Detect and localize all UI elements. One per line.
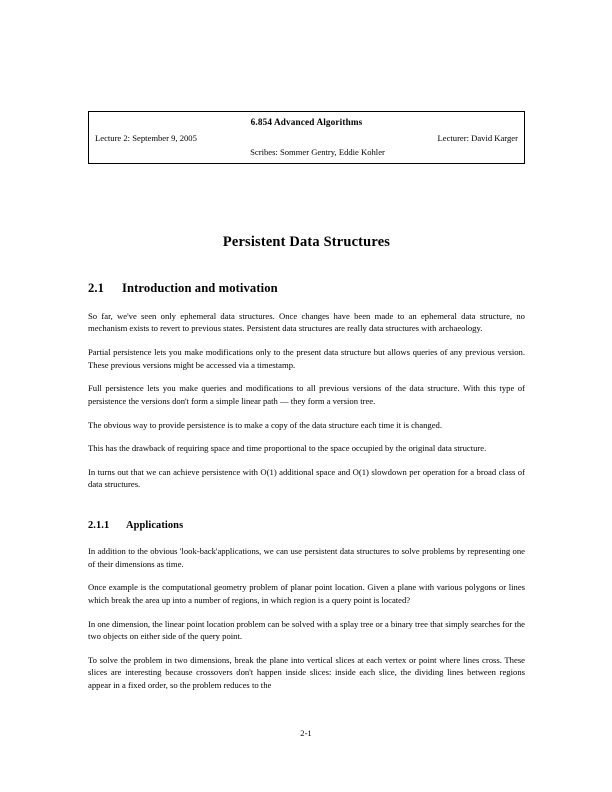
paragraph: To solve the problem in two dimensions, break the plane into vertical slices at each vertex or point where lines cross. These slices are interesting because crossovers don't happen inside slices: inside each slice, the dividing lines between regions appear in a fixed order, so the problem reduces to the	[88, 654, 525, 691]
paragraph: In one dimension, the linear point location problem can be solved with a splay tree or a binary tree that simply searches for the two objects on either side of the query point.	[88, 618, 525, 642]
subsection-number: 2.1.1	[88, 520, 110, 532]
section-title: Introduction and motivation	[122, 280, 278, 295]
section-number: 2.1	[88, 280, 105, 295]
paragraph: Full persistence lets you make queries and modifications to all previous versions of the data structure. With this type of persistence the versions don't form a simple linear path — they form a version tree.	[88, 383, 525, 406]
paragraph: The obvious way to provide persistence is to make a copy of the data structure each time it is changed.	[88, 419, 442, 430]
lecturer-name: Lecturer: David Karger	[437, 133, 518, 144]
paragraph: Once example is the computational geometry problem of planar point location. Given a plane with various polygons or lines which break the area up into a number of regions, in which region is a query point is located?	[88, 582, 525, 605]
section-heading-introduction	[88, 281, 525, 296]
lecture-meta-row	[95, 133, 518, 144]
page-footer: 2-1	[300, 728, 312, 738]
lecture-date: Lecture 2: September 9, 2005	[95, 133, 197, 144]
scribes-line: Scribes: Sommer Gentry, Eddie Kohler	[250, 146, 385, 157]
document-content	[88, 111, 525, 700]
lecture-header-box	[88, 111, 525, 164]
paragraph: Partial persistence lets you make modifications only to the present data structure but allows queries of any previous version. These previous versions might be accessed via a timestamp.	[88, 347, 525, 370]
page-title: Persistent Data Structures	[222, 233, 391, 250]
paragraph: In addition to the obvious 'look-back'applications, we can use persistent data structures to solve problems by representing one of their dimensions as time.	[88, 546, 525, 569]
paragraph: So far, we've seen only ephemeral data structures. Once changes have been made to an ephemeral data structure, no mechanism exists to revert to previous states. Persistent data structures are really data structures with archaeology.	[88, 310, 525, 334]
subsection-title: Applications	[126, 520, 184, 532]
course-title: 6.854 Advanced Algorithms	[250, 117, 363, 127]
paragraph: In turns out that we can achieve persistence with O(1) additional space and O(1) slowdown per operation for a broad class of data structures.	[88, 466, 525, 490]
paragraph: This has the drawback of requiring space and time proportional to the space occupied by the original data structure.	[88, 443, 487, 454]
subsection-heading-applications	[88, 520, 525, 531]
